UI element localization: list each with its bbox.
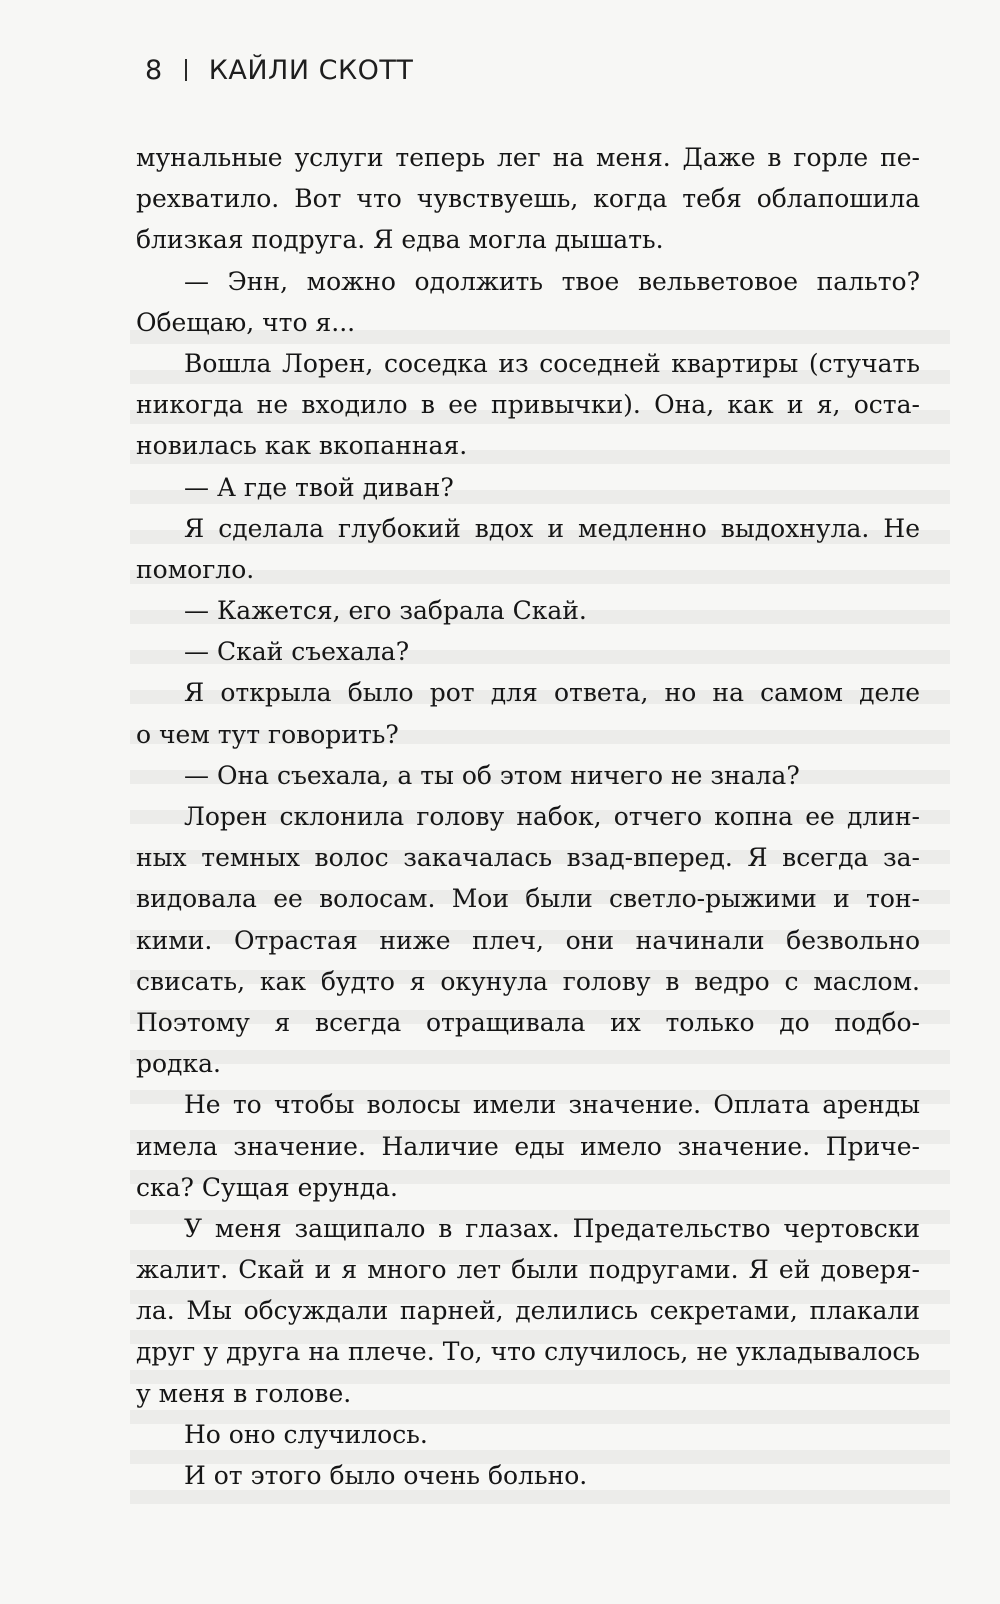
text-line: Я открыла было рот для ответа, но на самом деле <box>184 678 920 708</box>
text-line: — Скай съехала? <box>184 637 410 667</box>
header-divider <box>185 59 187 81</box>
text-line: кими. Отрастая ниже плеч, они начинали безвольно <box>136 925 920 955</box>
text-line: Обещаю, что я... <box>136 307 356 337</box>
text-line: ных темных волос закачалась взад-вперед. Я всегда за- <box>136 843 920 873</box>
text-line: Я сделала глубокий вдох и медленно выдохнула. Не <box>184 513 920 543</box>
text-line: родка. <box>136 1049 221 1079</box>
text-line: Лорен склонила голову набок, отчего копна ее длин- <box>184 802 920 831</box>
text-line: Не то чтобы волосы имели значение. Оплата аренды <box>184 1090 920 1120</box>
text-line: свисать, как будто я окунула голову в ведро с маслом. <box>136 966 920 996</box>
text-line: — Энн, можно одолжить твое вельветовое пальто? <box>184 266 920 296</box>
text-line: новилась как вкопанная. <box>136 431 468 461</box>
text-line: никогда не входило в ее привычки). Она, как и я, оста- <box>136 390 920 420</box>
text-line: Но оно случилось. <box>184 1419 428 1449</box>
text-line: ла. Мы обсуждали парней, делились секретами, плакали <box>136 1296 920 1326</box>
text-line: рехватило. Вот что чувствуешь, когда тебя облапошила <box>136 184 920 214</box>
page-number: 8 <box>145 54 163 86</box>
text-line: у меня в голове. <box>136 1378 352 1408</box>
author-name: КАЙЛИ СКОТТ <box>208 54 414 86</box>
text-line: — А где твой диван? <box>184 472 454 502</box>
text-line: мунальные услуги теперь лег на меня. Даже в горле пе- <box>136 143 920 172</box>
text-line: видовала ее волосам. Мои были светло-рыжими и тон- <box>136 884 920 914</box>
text-line: — Кажется, его забрала Скай. <box>184 596 587 626</box>
text-line: помогло. <box>136 554 255 584</box>
text-line: имела значение. Наличие еды имело значение. Приче- <box>136 1131 920 1161</box>
text-line: — Она съехала, а ты об этом ничего не знала? <box>184 760 800 790</box>
running-head <box>145 48 413 92</box>
body-text <box>136 137 920 1496</box>
text-line: жалит. Скай и я много лет были подругами. Я ей доверя- <box>136 1255 920 1285</box>
text-line: У меня защипало в глазах. Предательство чертовски <box>184 1213 920 1243</box>
text-line: Вошла Лорен, соседка из соседней квартиры (стучать <box>184 348 920 378</box>
text-line: близкая подруга. Я едва могла дышать. <box>136 225 664 255</box>
text-line: И от этого было очень больно. <box>184 1461 588 1490</box>
text-line: ска? Сущая ерунда. <box>136 1172 398 1202</box>
text-line: о чем тут говорить? <box>136 719 399 749</box>
text-line: Поэтому я всегда отращивала их только до подбо- <box>136 1007 920 1037</box>
text-line: друг у друга на плече. То, что случилось, не укладывалось <box>136 1337 920 1367</box>
